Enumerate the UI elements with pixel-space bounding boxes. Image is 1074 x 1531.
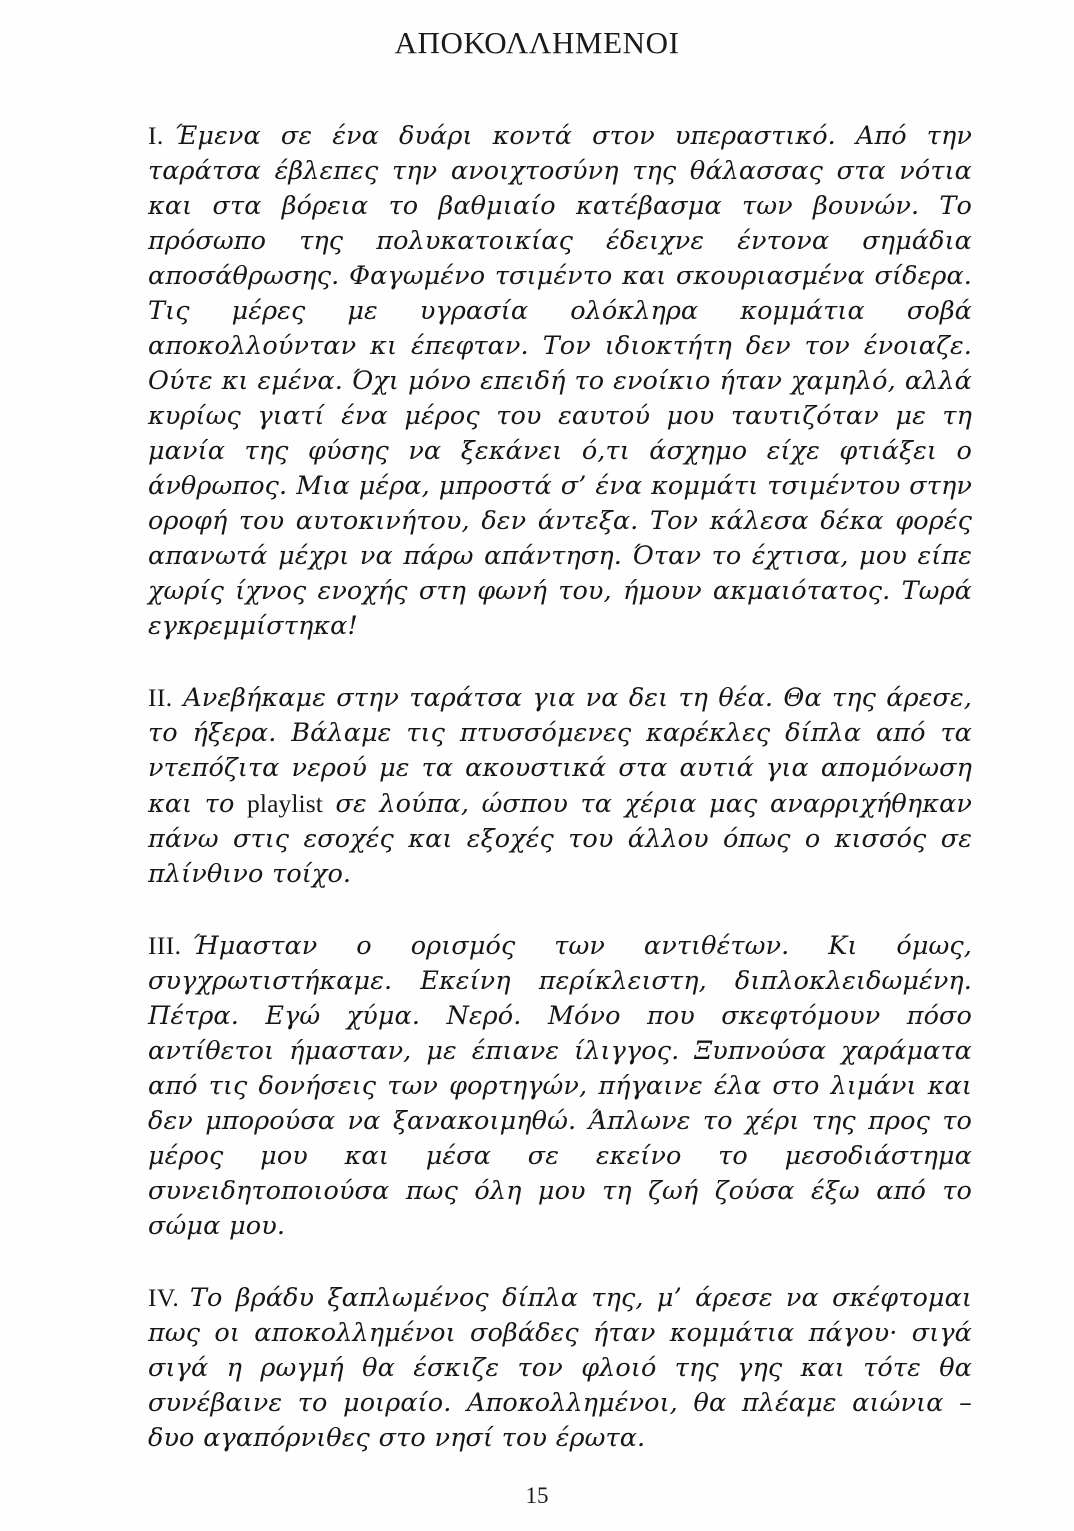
paragraph-iii	[148, 928, 972, 1244]
paragraph-text-i: Έμενα σε ένα δυάρι κοντά στον υπεραστικό. Από την ταράτσα έβλεπες την ανοιχτοσύνη της θάλασσας στα νότια και στα βόρεια το βαθμιαίο κατέβασμα των βουνών. Το πρόσωπο της πολυκατοικίας έδειχνε έντονα σημάδια αποσάθρωσης. Φαγωμένο τσιμέντο και σκουριασμένα σίδερα. Τις μέρες με υγρασία ολόκληρα κομμάτια σοβά αποκολλούνταν κι έπεφταν. Τον ιδιοκτήτη δεν τον ένοιαζε. Ούτε κι εμένα. Όχι μόνο επειδή το ενοίκιο ήταν χαμηλό, αλλά κυρίως γιατί ένα μέρος του εαυτού μου ταυτιζόταν με τη μανία της φύσης να ξεκάνει ό,τι άσχημο είχε φτιάξει ο άνθρωπος. Μια μέρα, μπροστά σ’ ένα κομμάτι τσιμέντου στην οροφή του αυτοκινήτου, δεν άντεξα. Τον κάλεσα δέκα φορές απανωτά μέχρι να πάρω απάντηση. Όταν το έχτισα, μου είπε χωρίς ίχνος ενοχής στη φωνή του, ήμουν ακμαιότατος. Τωρά εγκρεμμίστηκα!	[148, 121, 972, 641]
paragraph-marker-i: I.	[148, 121, 164, 150]
paragraph-text-ii-before: Ανεβήκαμε στην ταράτσα για να δει τη θέα. Θα της άρεσε, το ήξερα. Βάλαμε τις πτυσσόμενες καρέκλες δίπλα από τα ντεπόζιτα νερού με τα ακουστικά στα αυτιά για απομόνωση και το	[148, 683, 972, 819]
paragraph-i	[148, 118, 972, 644]
paragraph-text-iii: Ήμασταν ο ορισμός των αντιθέτων. Κι όμως, συγχρωτιστήκαμε. Εκείνη περίκλειστη, διπλοκλειδωμένη. Πέτρα. Εγώ χύμα. Νερό. Μόνο που σκεφτόμουν πόσο αντίθετοι ήμασταν, με έπιανε ίλιγγος. Ξυπνούσα χαράματα από τις δονήσεις των φορτηγών, πήγαινε έλα στο λιμάνι και δεν μπορούσα να ξανακοιμηθώ. Άπλωνε το χέρι της προς το μέρος μου και μέσα σε εκείνο το μεσοδιάστημα συνειδητοποιούσα πως όλη μου τη ζωή ζούσα έξω από το σώμα μου.	[148, 931, 972, 1241]
paragraph-text-ii-after: σε λούπα, ώσπου τα χέρια μας αναρριχήθηκαν πάνω στις εσοχές και εξοχές του άλλου όπως ο κισσός σε πλίνθινο τοίχο.	[148, 789, 972, 889]
page-number: 15	[525, 1483, 549, 1508]
paragraph-text-iv: Το βράδυ ξαπλωμένος δίπλα της, μ’ άρεσε να σκέφτομαι πως οι αποκολλημένοι σοβάδες ήταν κομμάτια πάγου· σιγά σιγά η ρωγμή θα έσκιζε τον φλοιό της γης και τότε θα συνέβαινε το μοιραίο. Αποκολλημένοι, θα πλέαμε αιώνια – δυο αγαπόρνιθες στο νησί του έρωτα.	[148, 1283, 972, 1453]
paragraph-iv	[148, 1280, 972, 1456]
page-title: ΑΠΟΚΟΛΛΗΜΕΝΟΙ	[394, 24, 680, 60]
paragraph-ii	[148, 680, 972, 892]
body-text-block	[148, 118, 972, 1456]
latin-word-playlist: playlist	[247, 789, 323, 818]
paragraph-marker-ii: II.	[148, 683, 173, 712]
paragraph-marker-iii: III.	[148, 931, 182, 960]
paragraph-marker-iv: IV.	[148, 1283, 180, 1312]
